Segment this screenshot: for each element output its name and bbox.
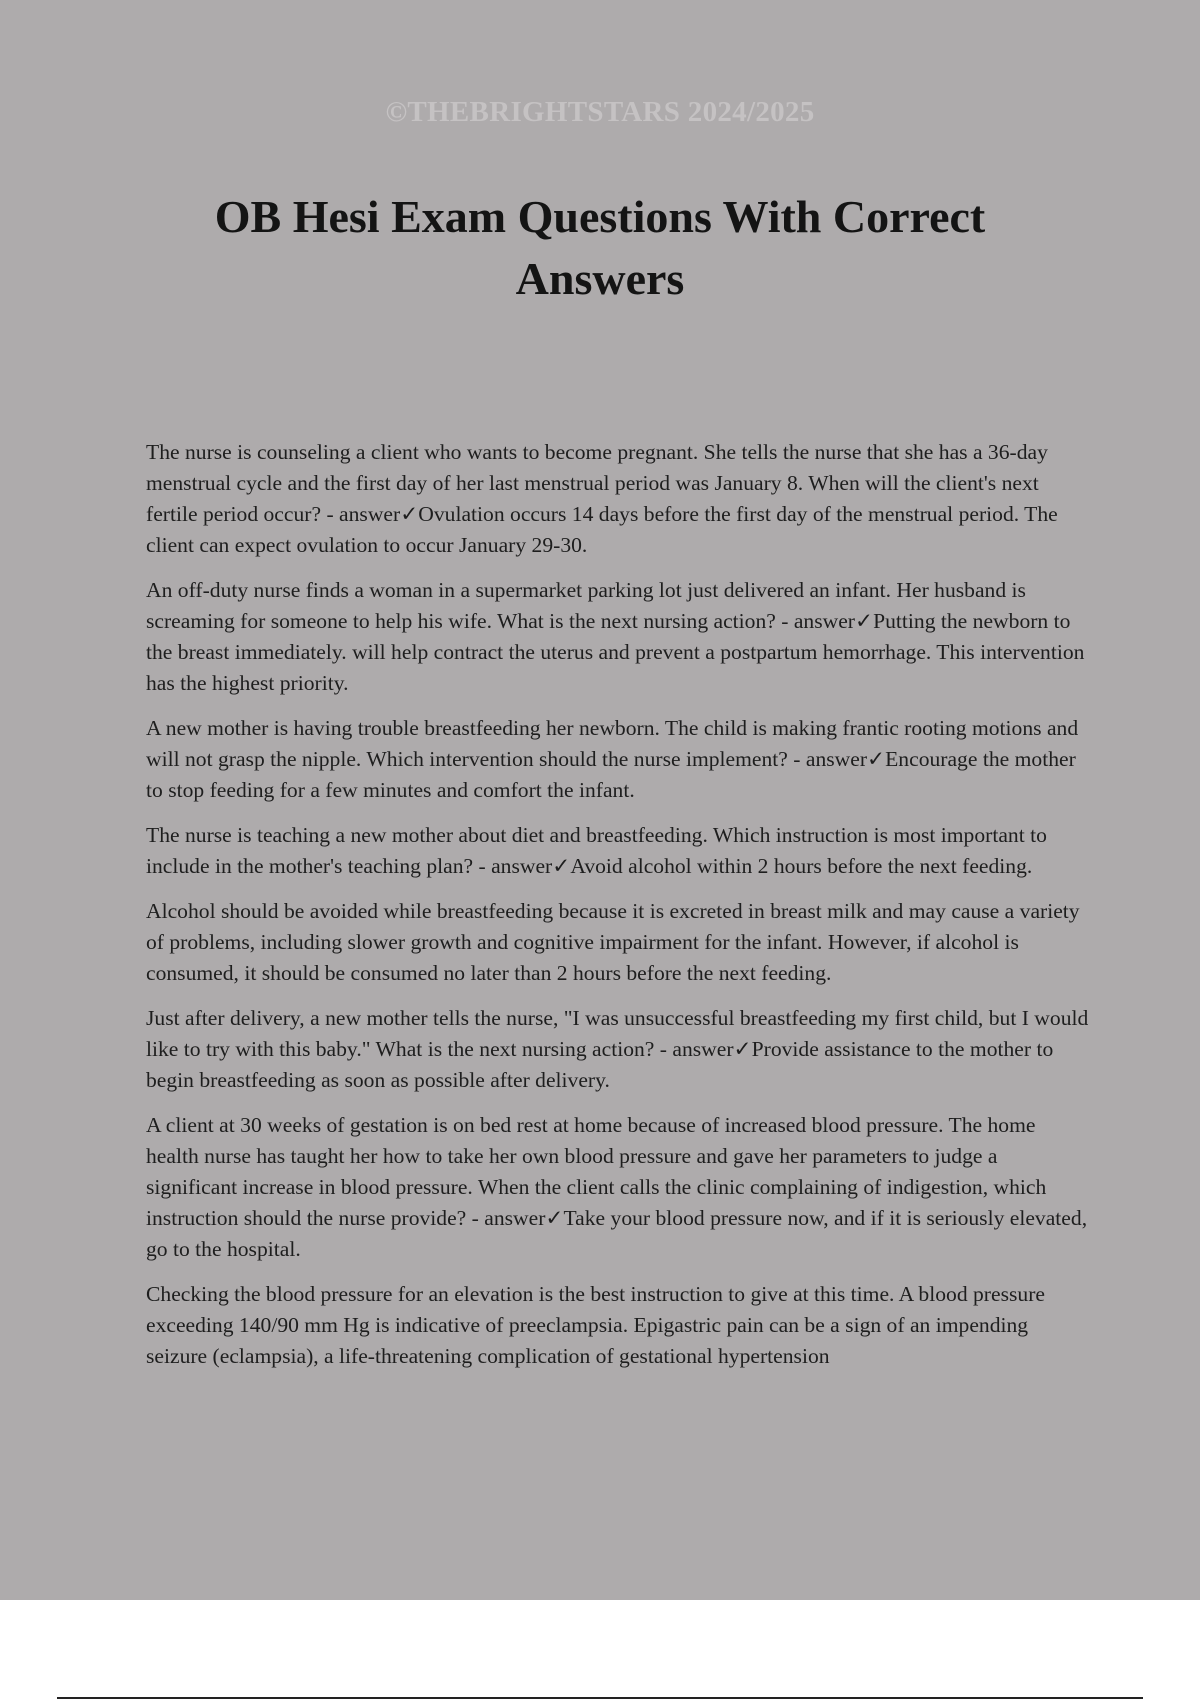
question-paragraph-7: A client at 30 weeks of gestation is on bed rest at home because of increased blood pressure. The home health nurse has taught her how to take her own blood pressure and gave her parameters to judge a significant increase in blood pressure. When the client calls the clinic complaining of indigestion, which instruction should the nurse provide? - answer✓Take your blood pressure now, and if it is seriously elevated, go to the hospital. [146,1113,1088,1261]
watermark: ©THEBRIGHTSTARS 2024/2025 [385,96,815,128]
question-paragraph-6: Just after delivery, a new mother tells the nurse, "I was unsuccessful breastfeeding my first child, but I would like to try with this baby." What is the next nursing action? - answer✓Provide assistance to the mother to begin breastfeeding as soon as possible after delivery. [146,1006,1089,1092]
footer-divider [57,1697,1143,1699]
question-list [146,437,1092,1386]
rationale-paragraph-8: Checking the blood pressure for an elevation is the best instruction to give at this time. A blood pressure exceeding 140/90 mm Hg is indicative of preeclampsia. Epigastric pain can be a sign of an impending seizure (eclampsia), a life-threatening complication of gestational hypertension [146,1282,1045,1368]
question-paragraph-2: An off-duty nurse finds a woman in a supermarket parking lot just delivered an infant. Her husband is screaming for someone to help his wife. What is the next nursing action? - answer✓Putting the newborn to the breast immediately. will help contract the uterus and prevent a postpartum hemorrhage. This intervention has the highest priority. [146,578,1085,695]
question-paragraph-1: The nurse is counseling a client who wants to become pregnant. She tells the nurse that she has a 36-day menstrual cycle and the first day of her last menstrual period was January 8. When will the client's next fertile period occur? - answer✓Ovulation occurs 14 days before the first day of the menstrual period. The client can expect ovulation to occur January 29-30. [146,440,1058,557]
rationale-paragraph-5: Alcohol should be avoided while breastfeeding because it is excreted in breast milk and may cause a variety of problems, including slower growth and cognitive impairment for the infant. However, if alcohol is consumed, it should be consumed no later than 2 hours before the next feeding. [146,899,1080,985]
question-paragraph-3: A new mother is having trouble breastfeeding her newborn. The child is making frantic rooting motions and will not grasp the nipple. Which intervention should the nurse implement? - answer✓Encourage the mother to stop feeding for a few minutes and comfort the infant. [146,716,1079,802]
page-title: OB Hesi Exam Questions With Correct Answers [214,191,986,304]
question-paragraph-4: The nurse is teaching a new mother about diet and breastfeeding. Which instruction is most important to include in the mother's teaching plan? - answer✓Avoid alcohol within 2 hours before the next feeding. [146,823,1047,878]
